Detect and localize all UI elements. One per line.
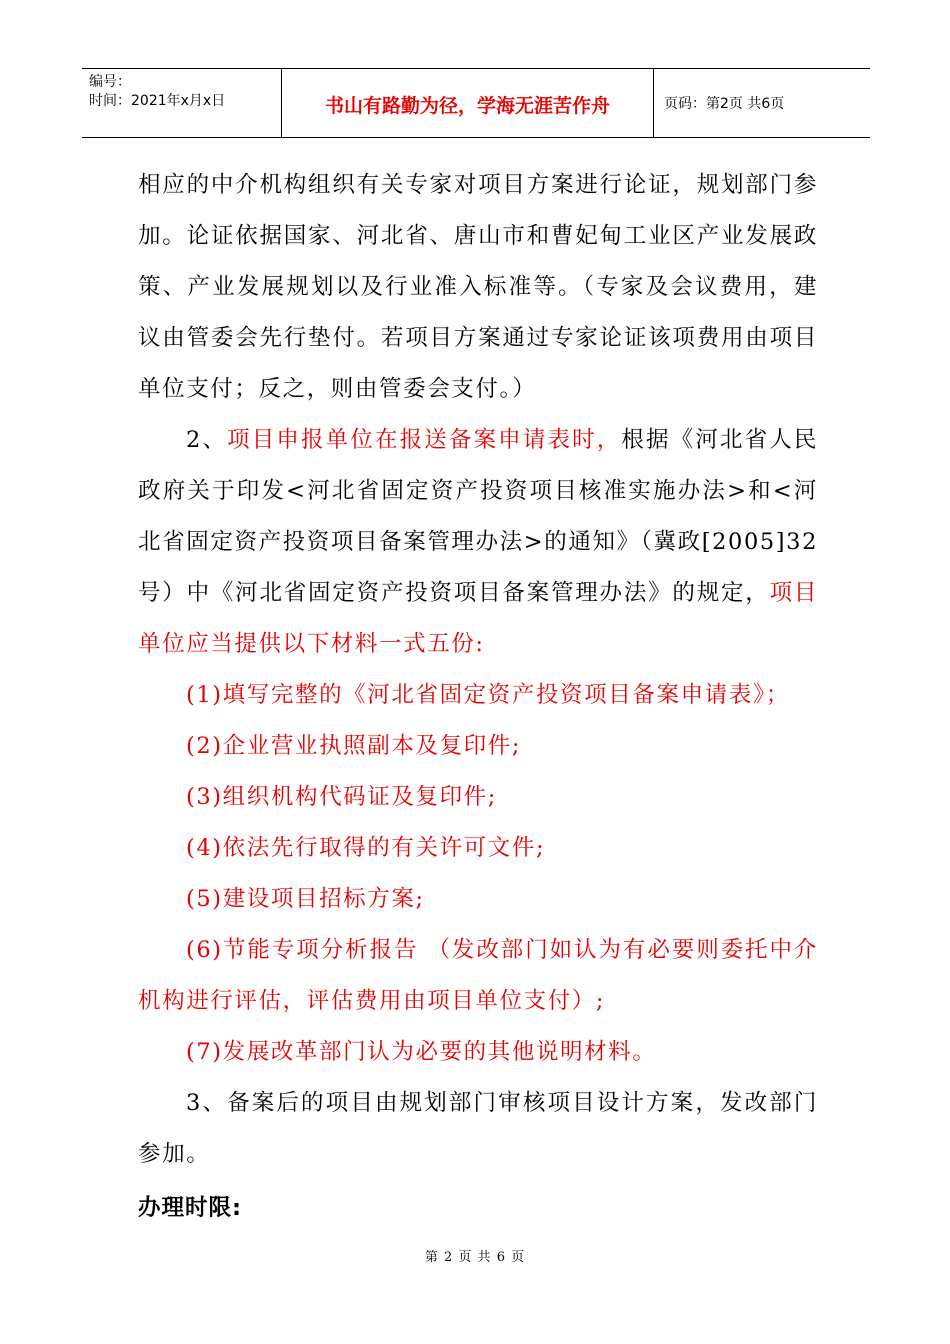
paragraph-2: [138, 415, 818, 670]
list-item: (6)节能专项分析报告 （发改部门如认为有必要则委托中介机构进行评估，评估费用由项目单位支付）;: [138, 937, 818, 1014]
header-motto: 书山有路勤为径，学海无涯苦作舟: [282, 69, 654, 137]
page-footer: 第 2 页 共 6 页: [424, 1250, 526, 1265]
document-date: 时间：2021年x月x日: [89, 93, 226, 109]
paragraph-2-highlight-2: 项目单位应当提供以下材料一式五份:: [138, 580, 819, 657]
list-item: (3)组织机构代码证及复印件;: [186, 784, 497, 810]
list-item: (7)发展改革部门认为必要的其他说明材料。: [186, 1039, 657, 1065]
list-item: (5)建设项目招标方案;: [186, 886, 425, 912]
page-header: [82, 68, 870, 138]
paragraph-1: 相应的中介机构组织有关专家对项目方案进行论证，规划部门参加。论证依据国家、河北省、唐山市和曹妃甸工业区产业发展政策、产业发展规划以及行业准入标准等。（专家及会议费用，建议由管委会先行垫付。若项目方案通过专家论证该项费用由项目单位支付；反之，则由管委会支付。）: [138, 172, 818, 402]
list-item: (2)企业营业执照副本及复印件;: [186, 733, 522, 759]
header-meta: [82, 69, 282, 137]
paragraph-3: 3、备案后的项目由规划部门审核项目设计方案，发改部门参加。: [138, 1090, 818, 1167]
paragraph-2-body: 根据《河北省人民政府关于印发<河北省固定资产投资项目核准实施办法>和<河北省固定资产投资项目备案管理办法>的通知》（冀政[2005]32号）中《河北省固定资产投资项目备案管理办法》的规定，: [138, 427, 818, 606]
section-heading: 办理时限:: [138, 1195, 242, 1221]
list-item: (1)填写完整的《河北省固定资产投资项目备案申请表》；: [186, 682, 790, 708]
document-body: [138, 160, 818, 1234]
paragraph-2-highlight-1: 项目申报单位在报送备案申请表时，: [227, 427, 622, 453]
paragraph-2-number: 2、: [186, 427, 228, 453]
document-number-label: 编号：: [89, 74, 131, 90]
header-page-info: 页码：第2页 共6页: [664, 96, 785, 112]
list-item: (4)依法先行取得的有关许可文件;: [186, 835, 546, 861]
